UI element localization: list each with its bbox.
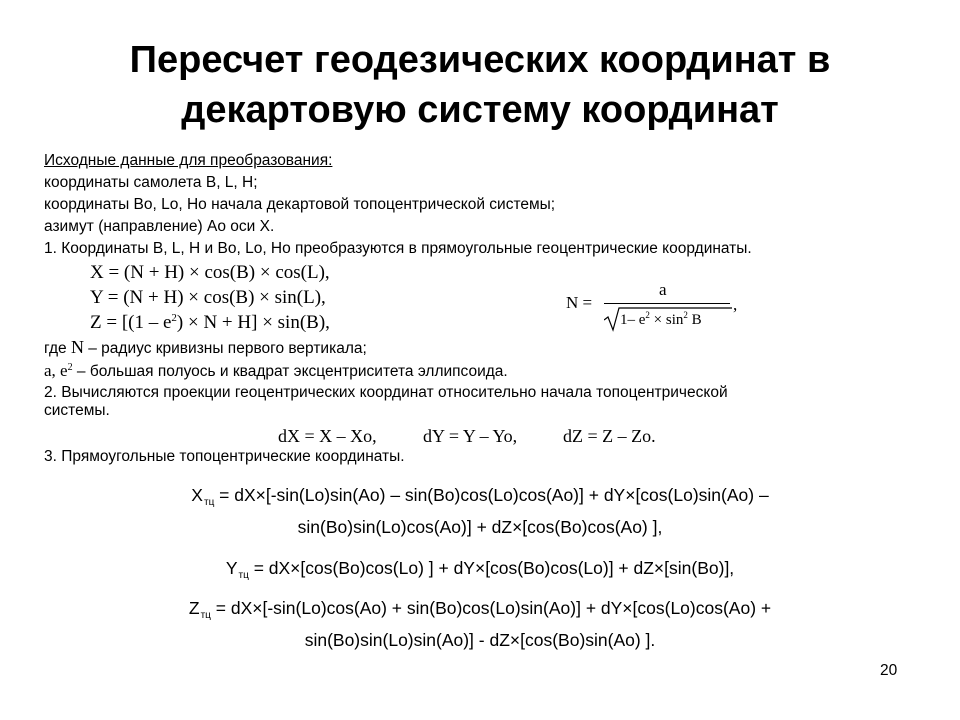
n-formula-lhs: N =	[566, 293, 593, 312]
explain-n-symbol: N	[70, 337, 84, 357]
equation-dy: dY = Y – Yo,	[423, 426, 518, 446]
x-tc-var: X	[191, 485, 203, 505]
explain-a-e	[44, 362, 508, 383]
n-formula-fraction-bar	[604, 303, 730, 304]
n-den-sup-1: 2	[645, 310, 650, 320]
n-den-part-1: 1– e	[620, 312, 646, 328]
step-1-text: 1. Координаты B, L, H и Bo, Lo, Ho преобразуются в прямоугольные геоцентрические координаты.	[44, 240, 752, 257]
x-tc-expr-1: = dX×[-sin(Lo)sin(Ao) – sin(Bo)cos(Lo)cos(Ao)] + dY×[cos(Lo)sin(Ao) –	[214, 485, 769, 505]
explain-n	[44, 338, 367, 358]
step-2-line-2: системы.	[44, 402, 110, 419]
page-number: 20	[880, 662, 898, 679]
n-formula-denominator	[620, 309, 702, 332]
explain-a-e-symbols: a, e	[44, 361, 68, 380]
equation-z-tc-line-2: sin(Bo)sin(Lo)sin(Ao)] - dZ×[cos(Bo)sin(Ao) ].	[304, 630, 656, 650]
slide-title-line-1: Пересчет геодезических координат в	[129, 39, 831, 81]
equation-z-tc-line-1	[0, 597, 960, 623]
equation-z-sup: 2	[171, 312, 177, 324]
y-tc-expr: = dX×[cos(Bo)cos(Lo) ] + dY×[cos(Bo)cos(Lo)] + dZ×[sin(Bo)],	[248, 558, 735, 578]
equation-y-tc	[0, 557, 960, 583]
n-den-part-3: B	[691, 312, 702, 328]
equation-dx: dX = X – Xo,	[278, 426, 377, 446]
explain-a-e-sup: 2	[67, 362, 73, 373]
equation-x-tc-line-1	[0, 484, 960, 510]
intro-aircraft-coords: координаты самолета B, L, H;	[44, 174, 258, 191]
equation-z	[90, 312, 330, 336]
slide-title-line-2: декартовую систему координат	[181, 89, 779, 131]
n-formula-numerator: a	[659, 280, 667, 299]
step-3-text: 3. Прямоугольные топоцентрические координаты.	[44, 448, 405, 465]
z-tc-var: Z	[188, 598, 200, 618]
explain-a-e-text: – большая полуось и квадрат эксцентриситета эллипсоида.	[72, 363, 508, 380]
equation-dz: dZ = Z – Zo.	[563, 426, 656, 446]
x-tc-sub: тц	[203, 497, 215, 508]
intro-heading: Исходные данные для преобразования:	[44, 152, 333, 169]
explain-n-prefix: где	[44, 340, 71, 357]
y-tc-var: Y	[225, 558, 238, 578]
step-2-line-1: 2. Вычисляются проекции геоцентрических координат относительно начала топоцентрической	[44, 384, 728, 401]
equation-y: Y = (N + H) × cos(B) × sin(L),	[90, 287, 326, 308]
n-formula-comma: ,	[733, 295, 738, 314]
intro-origin-coords: координаты Bo, Lo, Ho начала декартовой топоцентрической системы;	[44, 196, 556, 213]
z-tc-sub: тц	[200, 610, 211, 621]
explain-n-text: – радиус кривизны первого вертикала;	[83, 340, 367, 357]
equation-x: X = (N + H) × cos(B) × cos(L),	[90, 262, 330, 283]
n-den-sup-2: 2	[683, 310, 688, 320]
equation-z-pre: Z = [(1 – e	[90, 312, 172, 333]
y-tc-sub: тц	[238, 570, 249, 581]
z-tc-expr-1: = dX×[-sin(Lo)cos(Ao) + sin(Bo)cos(Lo)sin(Ao)] + dY×[cos(Lo)cos(Ao) +	[210, 598, 772, 618]
n-den-part-2: × sin	[653, 312, 684, 328]
intro-azimuth: азимут (направление) Ao оси X.	[44, 218, 275, 235]
equation-x-tc-line-2: sin(Bo)sin(Lo)cos(Ao)] + dZ×[cos(Bo)cos(Ao) ],	[297, 517, 663, 537]
equation-z-post: ) × N + H] × sin(B),	[176, 312, 330, 333]
